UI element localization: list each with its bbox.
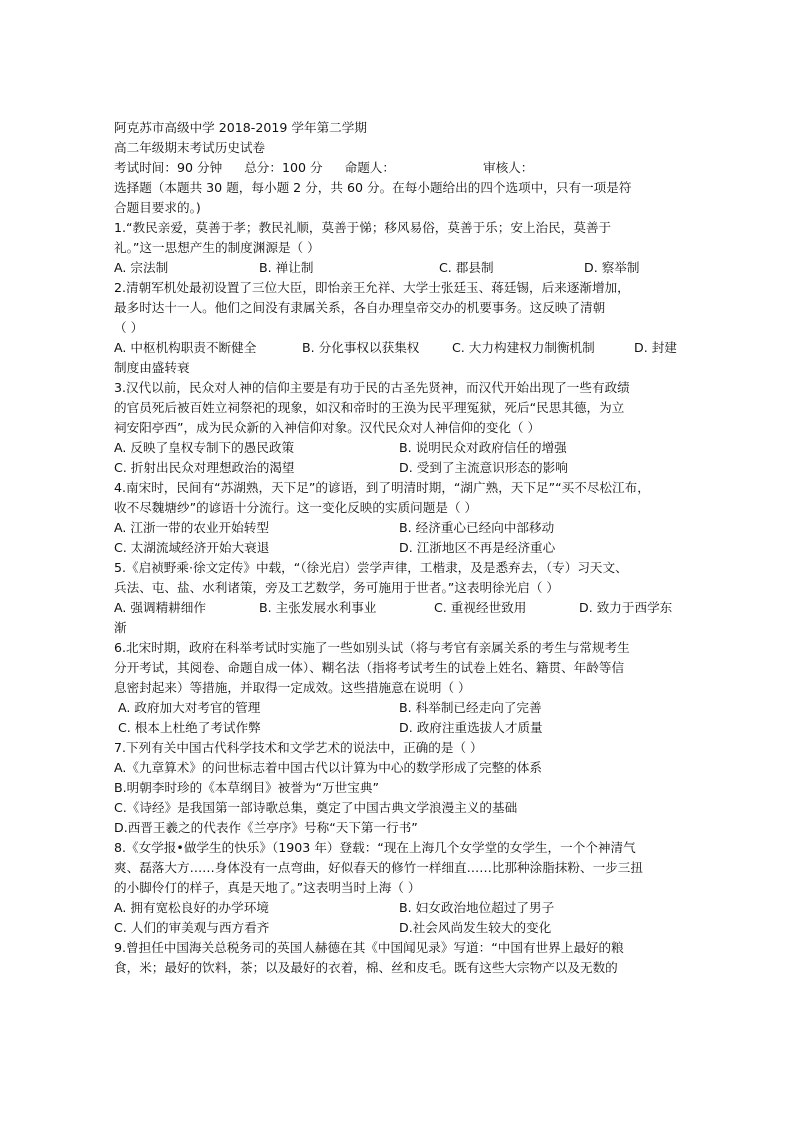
question-stem: （ ）	[114, 320, 144, 335]
option-row	[114, 698, 684, 718]
option-a: A. 反映了皇权专制下的愚民政策	[114, 440, 295, 455]
question-stem: 的小脚伶仃的样子，真是天地了。”这表明当时上海（ ）	[114, 880, 421, 895]
question-stem: 息密封起来）等措施，并取得一定成效。这些措施意在说明（ ）	[114, 680, 471, 695]
question-stem: 8.《女学报•做学生的快乐》（1903 年）登载：“现在上海几个女学堂的女学生，一个个神清气	[114, 840, 636, 855]
option-row	[114, 458, 684, 478]
option-c: C.《诗经》是我国第一部诗歌总集，奠定了中国古典文学浪漫主义的基础	[114, 800, 518, 815]
option-c: C. 折射出民众对理想政治的渴望	[114, 460, 295, 475]
section-instructions-cont: 合题目要求的。)	[114, 200, 201, 215]
question-stem: 礼。”这一思想产生的制度渊源是（ ）	[114, 240, 320, 255]
question-7	[114, 738, 684, 838]
option-b: B.明朝李时珍的《本草纲目》被誉为“万世宝典”	[114, 780, 379, 795]
option-c: C. 人们的审美观与西方看齐	[114, 920, 270, 935]
option-c: C. 郡县制	[439, 260, 494, 275]
question-9	[114, 938, 684, 978]
option-b: B. 科举制已经走向了完善	[399, 700, 542, 715]
option-b: B. 禅让制	[259, 260, 314, 275]
question-author: 命题人：	[344, 160, 395, 175]
option-a: A. 宗法制	[114, 260, 169, 275]
option-a: A.《九章算术》的问世标志着中国古代以计算为中心的数学形成了完整的体系	[114, 760, 542, 775]
option-row	[114, 258, 684, 278]
question-stem: 5.《启祯野乘·徐文定传》中载，“（徐光启）尝学声律，工楷隶，及是悉弃去，（专）习天文、	[114, 560, 628, 575]
option-d: D. 政府注重选拔人才质量	[399, 720, 543, 735]
question-2	[114, 278, 684, 378]
question-stem: 1.“教民亲爱，莫善于孝；教民礼顺，莫善于悌；移风易俗，莫善于乐；安上治民，莫善于	[114, 220, 612, 235]
option-c: C. 根本上杜绝了考试作弊	[118, 720, 261, 735]
exam-title: 高二年级期末考试历史试卷	[114, 140, 266, 155]
option-d: D.西晋王羲之的代表作《兰亭序》号称“天下第一行书”	[114, 820, 418, 835]
reviewer: 审核人：	[482, 160, 534, 175]
school-term-line: 阿克苏市高级中学 2018-2019 学年第二学期	[114, 120, 367, 135]
option-row	[114, 338, 684, 358]
option-row	[114, 538, 684, 558]
question-stem: 9.曾担任中国海关总税务司的英国人赫德在其《中国闻见录》写道：“中国有世界上最好的粮	[114, 940, 624, 955]
option-c: C. 太湖流域经济开始大衰退	[114, 540, 270, 555]
option-a: A. 拥有宽松良好的办学环境	[114, 900, 269, 915]
question-8	[114, 838, 684, 938]
question-stem: 爽、磊落大方……身体没有一点弯曲，好似春天的修竹一样细直……比那种涂脂抹粉、一步三扭	[114, 860, 643, 875]
option-row	[114, 918, 684, 938]
question-4	[114, 478, 684, 558]
question-stem: 3.汉代以前，民众对人神的信仰主要是有功于民的古圣先贤神，而汉代开始出现了一些有政绩	[114, 380, 630, 395]
question-stem: 兵法、屯、盐、水利诸策，旁及工艺数学，务可施用于世者。”这表明徐光启（ ）	[114, 580, 560, 595]
exam-info-line	[114, 158, 684, 178]
question-3	[114, 378, 684, 478]
exam-document	[114, 118, 684, 978]
question-stem: 最多时达十一人。他们之间没有隶属关系，各自办理皇帝交办的机要事务。这反映了清朝	[114, 300, 606, 315]
option-b: B. 说明民众对政府信任的增强	[399, 440, 567, 455]
total-score: 总分：100 分	[244, 160, 323, 175]
question-5	[114, 558, 684, 638]
question-stem: 祠安阳亭西”，成为民众新的入神信仰对象。汉代民众对人神信仰的变化（ ）	[114, 420, 541, 435]
section-instructions: 选择题（本题共 30 题，每小题 2 分，共 60 分。在每小题给出的四个选项中，只有一项是符	[114, 180, 632, 195]
option-d: D. 察举制	[584, 260, 640, 275]
option-d: D. 致力于西学东	[579, 600, 673, 615]
question-1	[114, 218, 684, 278]
option-d: D.社会风尚发生较大的变化	[399, 920, 552, 935]
option-row	[114, 518, 684, 538]
question-stem: 分开考试，其阅卷、命题自成一体）、糊名法（指将考试考生的试卷上姓名、籍贯、年龄等信	[114, 660, 625, 675]
question-stem: 6.北宋时期，政府在科举考试时实施了一些如别头试（将与考官有亲属关系的考生与常规考生	[114, 640, 630, 655]
question-stem: 的官员死后被百姓立祠祭祀的现象，如汉和帝时的王涣为民平理冤狱，死后“民思其德，为立	[114, 400, 625, 415]
option-c: C. 大力构建权力制衡机制	[452, 340, 595, 355]
option-b: B. 分化事权以获集权	[302, 340, 420, 355]
question-stem: 2.清朝军机处最初设置了三位大臣，即怡亲王允祥、大学士张廷玉、蒋廷锡，后来逐渐增加，	[114, 280, 630, 295]
option-b: B. 主张发展水利事业	[259, 600, 377, 615]
option-a: A. 江浙一带的农业开始转型	[114, 520, 269, 535]
option-a: A. 中枢机构职责不断健全	[114, 340, 257, 355]
option-d-continuation: 制度由盛转衰	[114, 360, 190, 375]
option-d: D. 封建	[634, 340, 677, 355]
question-stem: 7.下列有关中国古代科学技术和文学艺术的说法中，正确的是（ ）	[114, 740, 483, 755]
question-stem: 4.南宋时，民间有“苏湖熟，天下足”的谚语，到了明清时期，“湖广熟，天下足”“买不尽松江布，	[114, 480, 650, 495]
option-row	[114, 598, 684, 618]
option-a: A. 政府加大对考官的管理	[118, 700, 261, 715]
option-d-continuation: 渐	[114, 620, 127, 635]
option-c: C. 重视经世致用	[434, 600, 527, 615]
question-stem: 收不尽魏塘纱”的谚语十分流行。这一变化反映的实质问题是（ ）	[114, 500, 478, 515]
option-a: A. 强调精耕细作	[114, 600, 206, 615]
option-b: B. 经济重心已经向中部移动	[399, 520, 555, 535]
option-row	[114, 718, 684, 738]
exam-time: 考试时间：90 分钟	[114, 160, 223, 175]
option-row	[114, 438, 684, 458]
option-row	[114, 898, 684, 918]
option-d: D. 受到了主流意识形态的影响	[399, 460, 568, 475]
question-6	[114, 638, 684, 738]
question-stem: 食，米；最好的饮料，茶；以及最好的衣着，棉、丝和皮毛。既有这些大宗物产以及无数的	[114, 960, 618, 975]
option-d: D. 江浙地区不再是经济重心	[399, 540, 556, 555]
option-b: B. 妇女政治地位超过了男子	[399, 900, 555, 915]
